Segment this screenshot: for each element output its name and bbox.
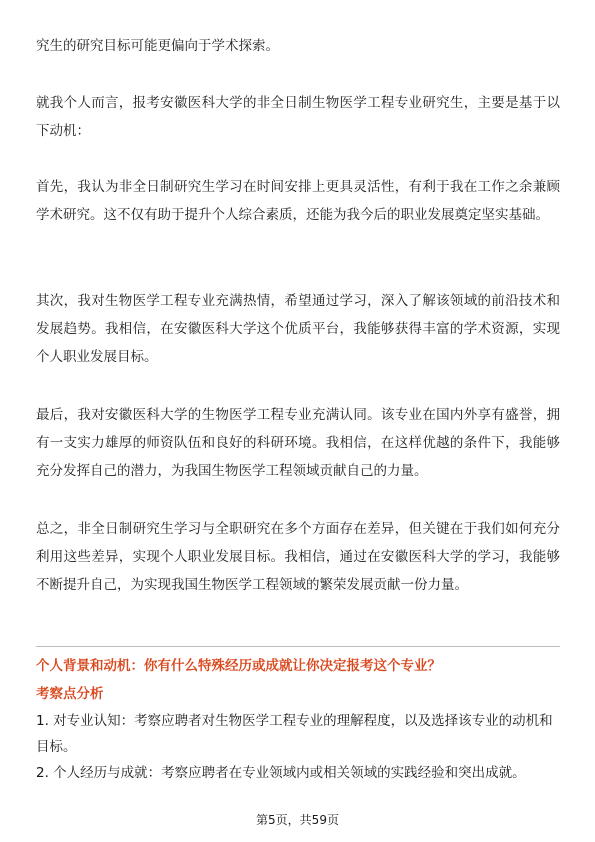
paragraph-motivation-intro: 就我个人而言，报考安徽医科大学的非全日制生物医学工程专业研究生，主要是基于以下动机： [36, 95, 560, 139]
question-heading: 个人背景和动机：你有什么特殊经历或成就让你决定报考这个专业？ [36, 658, 441, 674]
document-page [36, 0, 560, 842]
paragraph-first: 首先，我认为非全日制研究生学习在时间安排上更具灵活性，有利于我在工作之余兼顾学术研究。这不仅有助于提升个人综合素质，还能为我今后的职业发展奠定坚实基础。 [36, 179, 560, 223]
analysis-item: 1. 对专业认知：考察应聘者对生物医学工程专业的理解程度，以及选择该专业的动机和目标。 [36, 713, 553, 755]
paragraph-second: 其次，我对生物医学工程专业充满热情，希望通过学习，深入了解该领域的前沿技术和发展趋势。我相信，在安徽医科大学这个优质平台，我能够获得丰富的学术资源，实现个人职业发展目标。 [36, 293, 560, 365]
section-divider [36, 646, 560, 647]
analysis-item: 2. 个人经历与成就：考察应聘者在专业领域内或相关领域的实践经验和突出成就。 [36, 765, 526, 781]
paragraph-conclusion: 总之，非全日制研究生学习与全职研究在多个方面存在差异，但关键在于我们如何充分利用这些差异，实现个人职业发展目标。我相信，通过在安徽医科大学的学习，我能够不断提升自己，为实现我国生物医学工程领域的繁荣发展贡献一份力量。 [36, 521, 560, 593]
analysis-subheading: 考察点分析 [36, 686, 104, 702]
page-number: 第5页，共59页 [256, 813, 339, 827]
paragraph-third: 最后，我对安徽医科大学的生物医学工程专业充满认同。该专业在国内外享有盛誉，拥有一支实力雄厚的师资队伍和良好的科研环境。我相信，在这样优越的条件下，我能够充分发挥自己的潜力，为我国生物医学工程领域贡献自己的力量。 [36, 407, 560, 479]
paragraph-continuation: 究生的研究目标可能更偏向于学术探索。 [36, 38, 279, 54]
